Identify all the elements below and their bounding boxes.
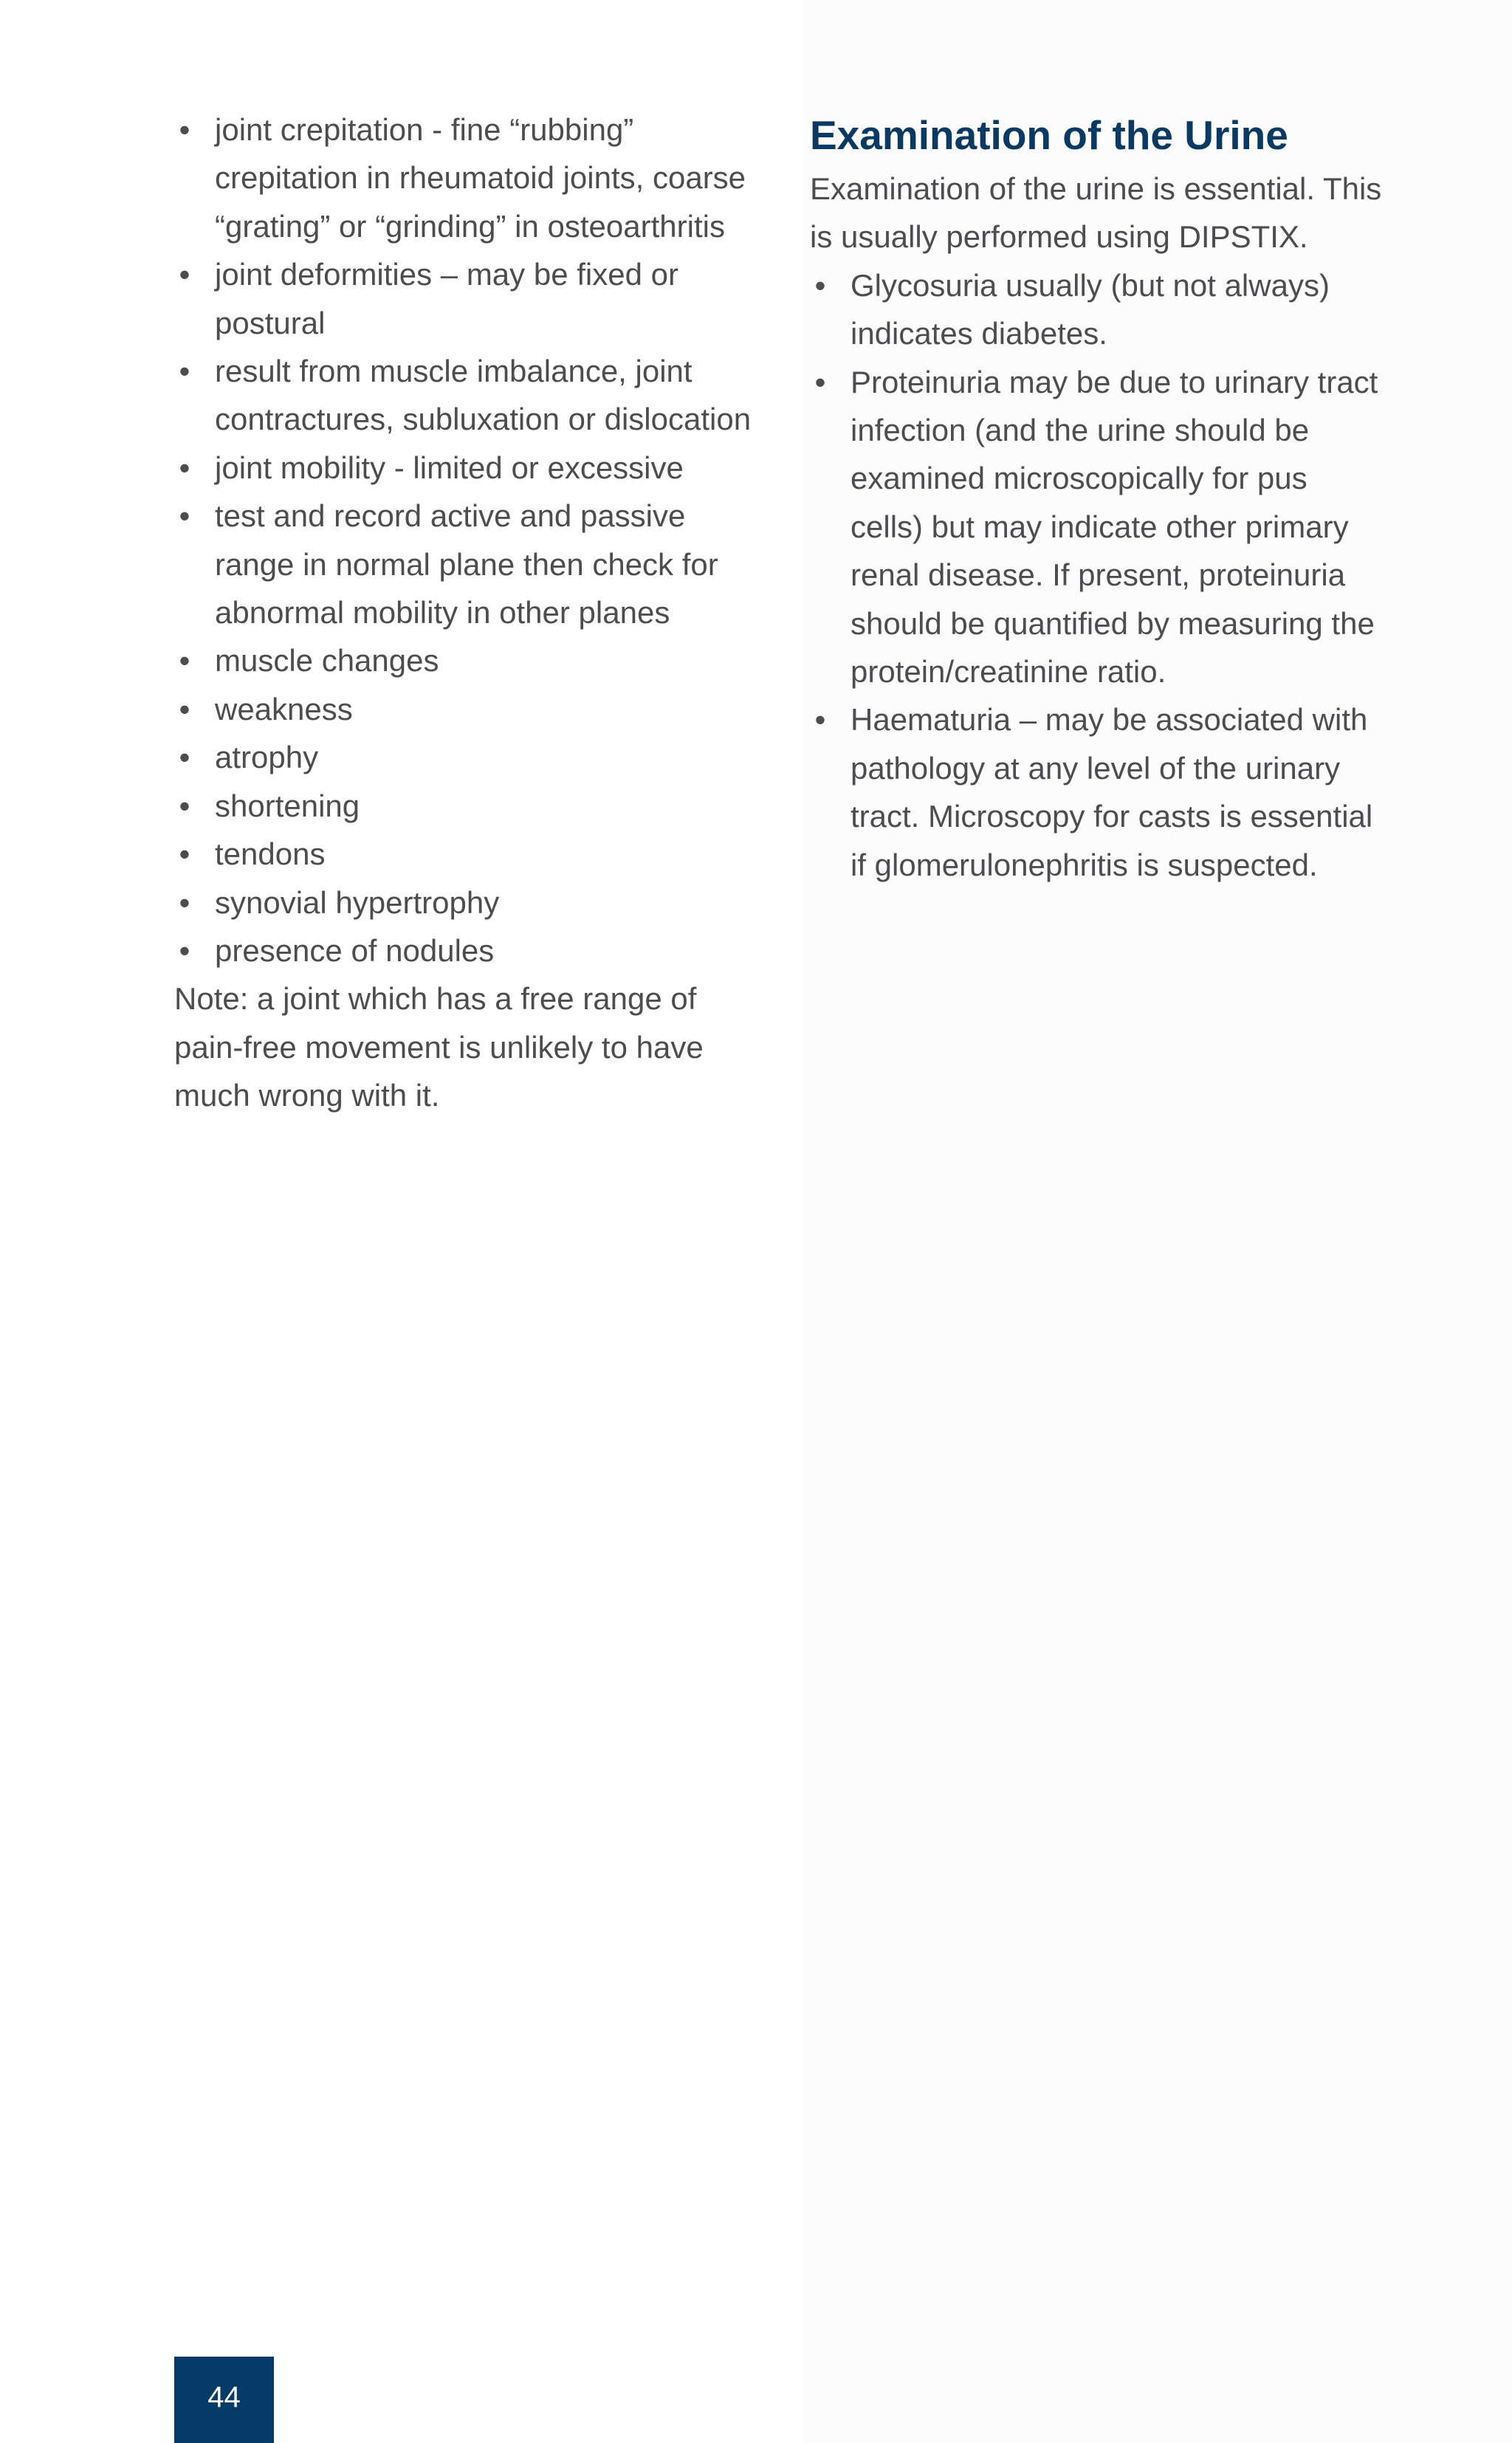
list-item-text: joint mobility - limited or excessive: [215, 450, 684, 485]
list-item-text: test and record active and passive range in normal plane then check for abnormal mobility in other planes: [215, 498, 718, 630]
list-item: [810, 358, 1386, 696]
list-item: [174, 250, 765, 347]
bullet-icon: •: [179, 788, 190, 823]
right-column: [810, 106, 1386, 889]
left-column: [174, 106, 765, 1120]
list-item: [174, 492, 765, 636]
list-item: [810, 261, 1386, 358]
bullet-icon: •: [179, 836, 190, 872]
bullet-icon: •: [814, 702, 826, 738]
list-item-text: Haematuria – may be associated with pathology at any level of the urinary tract. Microscopy for casts is essential if glomerulonephritis is suspected.: [850, 702, 1373, 882]
list-item-text: muscle changes: [215, 643, 439, 678]
bullet-icon: •: [814, 364, 826, 399]
list-item: [810, 695, 1386, 889]
intro-paragraph: Examination of the urine is essential. This is usually performed using DIPSTIX.: [810, 171, 1382, 255]
list-item-text: result from muscle imbalance, joint contractures, subluxation or dislocation: [215, 354, 752, 437]
list-item: [174, 347, 765, 444]
list-item-text: shortening: [215, 788, 360, 823]
bullet-icon: •: [814, 267, 826, 303]
bullet-icon: •: [179, 740, 190, 775]
bullet-icon: •: [179, 691, 190, 726]
list-item: [174, 879, 765, 927]
list-item: [174, 106, 765, 250]
page-number-box: [174, 2357, 274, 2443]
note-paragraph: Note: a joint which has a free range of pain-free movement is unlikely to have much wrong with it.: [174, 981, 704, 1113]
list-item-text: weakness: [215, 691, 353, 726]
list-item: [174, 636, 765, 684]
list-item-text: atrophy: [215, 740, 319, 775]
list-item: [174, 685, 765, 733]
list-item: [174, 733, 765, 781]
bullet-icon: •: [179, 450, 190, 485]
list-item-text: Proteinuria may be due to urinary tract infection (and the urine should be examined microscopically for pus cells) but may indicate other primary renal disease. If present, proteinuria should be quantified by measuring the protein/creatinine ratio.: [850, 364, 1378, 690]
list-item-text: presence of nodules: [215, 932, 495, 968]
list-item: [174, 830, 765, 878]
bullet-icon: •: [179, 643, 190, 678]
section-heading: Examination of the Urine: [810, 112, 1288, 158]
list-item-text: joint deformities – may be fixed or postural: [215, 257, 678, 340]
list-item: [174, 927, 765, 975]
list-item-text: Glycosuria usually (but not always) indicates diabetes.: [850, 267, 1330, 351]
bullet-icon: •: [179, 498, 190, 534]
page-number: 44: [207, 2381, 241, 2413]
urine-findings-list: [810, 261, 1386, 889]
list-item: [174, 444, 765, 492]
list-item-text: joint crepitation - fine “rubbing” crepitation in rheumatoid joints, coarse “grating” or “grinding” in osteoarthritis: [215, 112, 746, 244]
list-item-text: tendons: [215, 836, 326, 872]
bullet-icon: •: [179, 257, 190, 292]
list-item: [174, 782, 765, 830]
joint-examination-list: [174, 106, 765, 975]
bullet-icon: •: [179, 884, 190, 920]
bullet-icon: •: [179, 112, 190, 147]
bullet-icon: •: [179, 354, 190, 389]
bullet-icon: •: [179, 932, 190, 968]
list-item-text: synovial hypertrophy: [215, 884, 500, 920]
